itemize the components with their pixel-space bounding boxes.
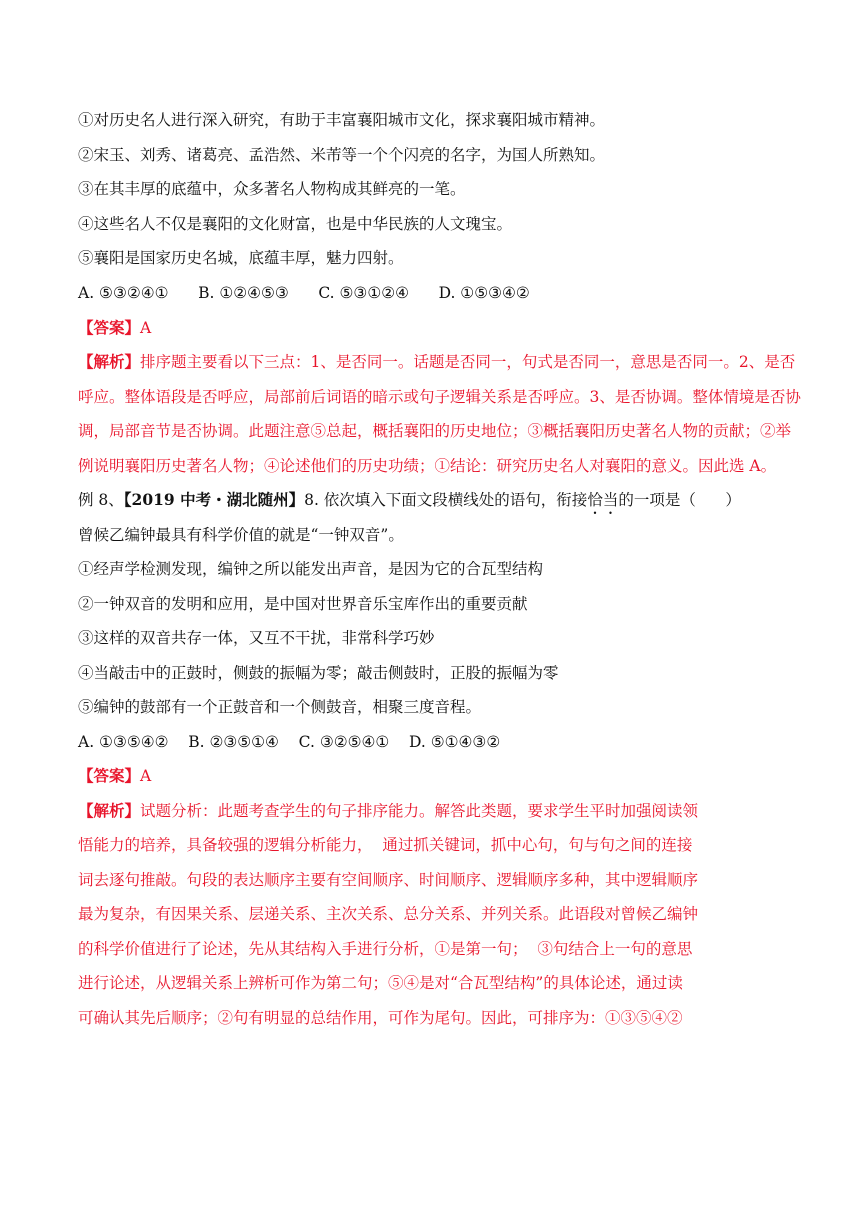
q8-answer-tag: 【答案】 (78, 766, 141, 785)
q8-stem-emphasis: 恰当 (587, 491, 619, 509)
q7-analysis-text-1: 排序题主要看以下三点：1、是否同一。话题是否同一，句式是否同一，意思是否同一。2、是否 (140, 353, 796, 371)
q7-item-3: ③在其丰厚的底蕴中，众多著名人物构成其鲜亮的一笔。 (78, 180, 466, 198)
q8-analysis-line-6: 进行论述，从逻辑关系上辨析可作为第二句；⑤④是对“合瓦型结构”的具体论述，通过读 (78, 974, 683, 992)
q8-analysis-line-7: 可确认其先后顺序；②句有明显的总结作用，可作为尾句。因此，可排序为：①③⑤④② (78, 1009, 683, 1027)
q8-prefix: 例 8、 (78, 491, 124, 509)
q8-item-4: ④当敲击中的正鼓时，侧鼓的振幅为零；敲击侧鼓时，正股的振幅为零 (78, 664, 559, 682)
q8-analysis-line-1 (78, 800, 698, 822)
q7-answer (78, 317, 151, 339)
q7-options: A. ⑤③②④① B. ①②④⑤③ C. ⑤③①②④ D. ①⑤③④② (78, 284, 530, 302)
q8-item-5: ⑤编钟的鼓部有一个正鼓音和一个侧鼓音，相聚三度音程。 (78, 698, 482, 716)
q8-item-1: ①经声学检测发现，编钟之所以能发出声音，是因为它的合瓦型结构 (78, 560, 544, 578)
q8-stem (78, 489, 741, 518)
q8-analysis-text-1: 试题分析：此题考查学生的句子排序能力。解答此类题，要求学生平时加强阅读领 (140, 802, 699, 820)
q8-answer (78, 765, 151, 787)
q8-analysis-line-5: 的科学价值进行了论述，先从其结构入手进行分析，①是第一句； ③句结合上一句的意思 (78, 940, 693, 958)
q7-analysis-line-3: 调，局部音节是否协调。此题注意⑤总起，概括襄阳的历史地位；③概括襄阳历史著名人物的贡献；②举 (78, 422, 792, 440)
q7-analysis-line-1 (78, 351, 795, 373)
q7-answer-tag: 【答案】 (78, 318, 141, 337)
q8-stem-after: 的一项是（ ） (618, 491, 741, 509)
q7-item-2: ②宋玉、刘秀、诸葛亮、孟浩然、米芾等一个个闪亮的名字，为国人所熟知。 (78, 146, 606, 164)
q8-analysis-tag: 【解析】 (78, 801, 141, 820)
q8-analysis-line-4: 最为复杂，有因果关系、层递关系、主次关系、总分关系、并列关系。此语段对曾候乙编钟 (78, 905, 699, 923)
q8-analysis-line-3: 词去逐句推敲。句段的表达顺序主要有空间顺序、时间顺序、逻辑顺序多种，其中逻辑顺序 (78, 871, 699, 889)
q8-lead: 曾候乙编钟最具有科学价值的就是“一钟双音”。 (78, 526, 404, 544)
q7-analysis-line-2: 呼应。整体语段是否呼应，局部前后词语的暗示或句子逻辑关系是否呼应。3、是否协调。整体情境是否协 (78, 388, 801, 406)
q7-analysis-tag: 【解析】 (78, 352, 141, 371)
q8-source: 【2019 中考・湖北随州】 (123, 490, 305, 509)
q8-answer-value: A (140, 767, 152, 785)
q7-answer-value: A (140, 319, 152, 337)
q8-item-3: ③这样的双音共存一体，又互不干扰，非常科学巧妙 (78, 629, 435, 647)
q7-analysis-line-4: 例说明襄阳历史著名人物；④论述他们的历史功绩；①结论：研究历史名人对襄阳的意义。因此选 A。 (78, 457, 777, 475)
q7-item-5: ⑤襄阳是国家历史名城，底蕴丰厚，魅力四射。 (78, 249, 404, 267)
q8-item-2: ②一钟双音的发明和应用，是中国对世界音乐宝库作出的重要贡献 (78, 595, 528, 613)
q8-options: A. ①③⑤④② B. ②③⑤①④ C. ③②⑤④① D. ⑤①④③② (78, 733, 501, 751)
q8-stem-before: 8. 依次填入下面文段横线处的语句，衔接 (304, 491, 588, 509)
q8-analysis-line-2: 悟能力的培养，具备较强的逻辑分析能力， 通过抓关键词，抓中心句，句与句之间的连接 (78, 836, 693, 854)
q7-item-4: ④这些名人不仅是襄阳的文化财富，也是中华民族的人文瑰宝。 (78, 215, 513, 233)
q7-item-1: ①对历史名人进行深入研究，有助于丰富襄阳城市文化，探求襄阳城市精神。 (78, 111, 606, 129)
